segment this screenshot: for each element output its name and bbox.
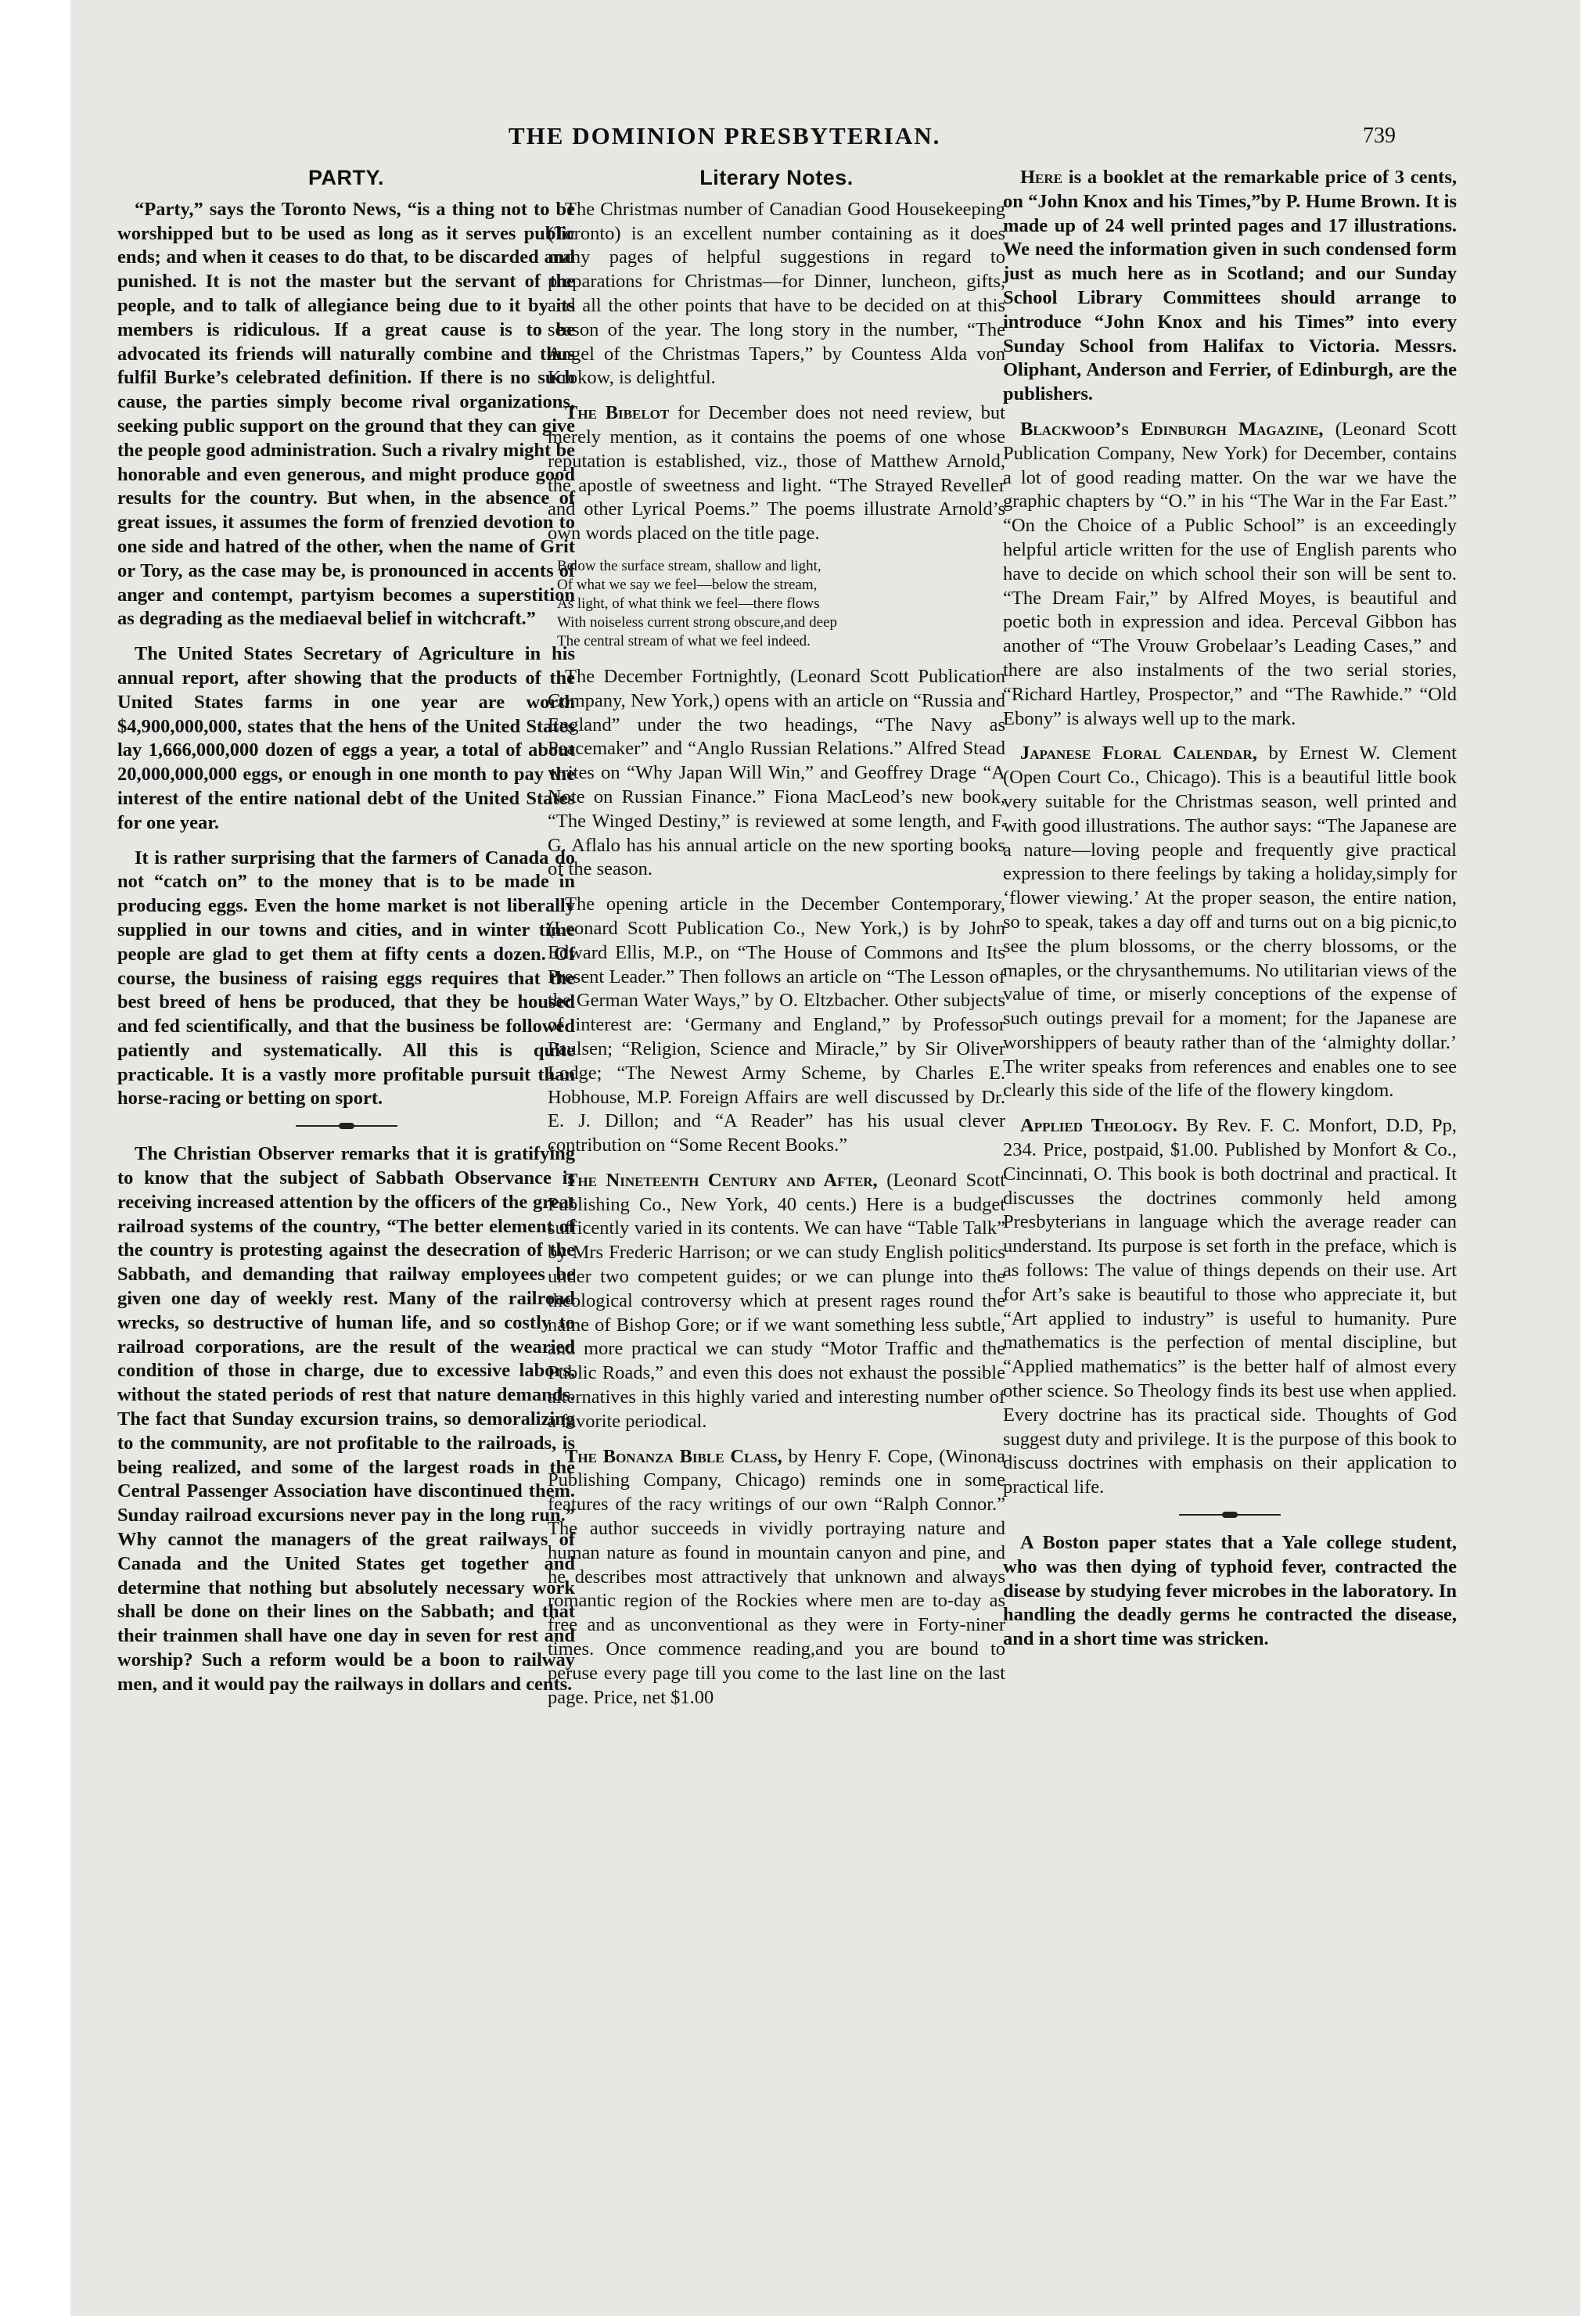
column-middle xyxy=(548,166,1005,1721)
contemporary-note: The opening article in the December Contemporary, (Leonard Scott Publication Co., New York,) is by John Edward Ellis, M.P., on “The House of Commons and Its Present Leader.” Then follows an article on “The Lesson of the German Water Ways,” by O. Eltzbacher. Other subjects of interest are: ‘Germany and England,” by Professor Paulsen; “Religion, Science and Miracle,” by Sir Oliver Lodge; “The Newest Army Scheme, by Charles E. Hobhouse, M.P. Foreign Affairs are well discussed by Dr. E. J. Dillon; and “A Reader” has his usual clever contribution on “Some Recent Books.” xyxy=(548,894,1005,1156)
applied-theology-note xyxy=(1003,1114,1457,1500)
blackwoods-title: Blackwood’s Edinburgh Magazine, xyxy=(1020,418,1324,440)
column-right xyxy=(1003,166,1457,1663)
floral-calendar-note xyxy=(1003,742,1457,1103)
nineteenth-century-note xyxy=(548,1169,1005,1434)
floral-calendar-text: by Ernest W. Clement (Open Court Co., Chicago). This is a beautiful little book very suitable for the Christmas season, well printed and with good illustrations. The author says: “The Japanese are a nature—loving people and frequently give practical expression to there feelings by taking a holiday,simply for ‘flower viewing.’ At the proper season, the entire nation, so to speak, takes a day off and turns out on a big picnic,to see the plum blossoms, or the cherry blossoms, or the maples, or the chrysanthemums. No utilitarian views of the value of time, or miserly conceptions of the expense of such outings prevail for a moment; for the Japanese are worshippers of beauty rather than of the ‘almighty dollar.’ The writer speaks from references and enables one to see clearly this side of the life of the flowery kingdom. xyxy=(1003,743,1457,1102)
nineteenth-century-title: The Nineteenth Century and After, xyxy=(565,1169,878,1191)
fortnightly-note: The December Fortnightly, (Leonard Scott Publication Company, New York,) opens with an article on “Russia and England” under the two headings, “The Navy as Peacemaker” and “Anglo Russian Relations.” Alfred Stead writes on “Why Japan Will Win,” and Geoffrey Drage “A Note on Russian Finance.” Fiona MacLeod’s new book, “The Winged Destiny,” is reviewed at some length, and F. G. Aflalo has his annual article on the new sporting books of the season. xyxy=(548,665,1005,880)
poem-line: Below the surface stream, shallow and light, xyxy=(557,557,821,574)
john-knox-lead: Here xyxy=(1020,167,1063,188)
bibelot-note xyxy=(548,401,1005,546)
poem-line: With noiseless current strong obscure,and deep xyxy=(557,613,838,631)
bonanza-text: by Henry F. Cope, (Winona Publishing Company, Chicago) reminds one in some features of the racy writings of our own “Ralph Connor.” The author succeeds in vividly portraying nature and human nature as found in mountain canyon and pine, and he describes most attractively that unknown and always romantic region of the Rockies where men are to-day as free and as unconventional as they were in Forty-niner times. Once commence reading,and you are bound to peruse every page till you come to the last line on the last page. Price, net $1.00 xyxy=(548,1445,1005,1708)
floral-calendar-title: Japanese Floral Calendar, xyxy=(1020,743,1257,764)
blackwoods-note xyxy=(1003,418,1457,731)
arnold-poem xyxy=(557,557,1005,651)
applied-theology-text: By Rev. F. C. Monfort, D.D, Pp, 234. Price, postpaid, $1.00. Published by Monfort & Co., Cincinnati, O. This book is both doctrinal and practical. It discusses the doctrines commonly held among Presbyterians in language which the average reader can understand. Its purpose is set forth in the preface, which is as follows: The value of things depends on their use. Art for Art’s sake is beautiful to those who appreciate it, but “Art applied to industry” is useful to humanity. Pure mathematics is the perfection of mental discipline, but “Applied mathematics” is the better half of almost every other science. So Theology finds its best use when applied. Every doctrine has its practical side. Thoughts of God suggest duty and privilege. It is the purpose of this book to discuss doctrines with emphasis on their application to practical life. xyxy=(1003,1115,1457,1498)
blackwoods-text: (Leonard Scott Publication Company, New York) for December, contains a lot of good reading matter. On the war we have the graphic chapters by “O.” in his “The War in the Far East.” “On the Choice of a Public School” is an exceedingly helpful article written for the use of English parents who have to decide on which school their son will be sent to. “The Dream Fair,” by Alfred Moyes, is beautiful and poetic both in expression and idea. Perceval Gibbon has another of “The Vrouw Grobelaar’s Leading Cases,” and there are also instalments of the two serial stories, “Richard Hartley, Prospector,” and “The Rawhide.” “Old Ebony” is always well up to the mark. xyxy=(1003,418,1457,729)
bonanza-note xyxy=(548,1445,1005,1710)
sabbath-paragraph: The Christian Observer remarks that it is gratifying to know that the subject of Sabbath Observance is receiving increased attention by the officers of the great railroad systems of the country, “The better element of the country is protesting against the desecration of the Sabbath, and demanding that railway employees be given one day of weekly rest. Many of the railroad wrecks, so destructive of human life, and so costly to railroad corporations, are the result of the wearied condition of those in charge, due to excessive labors, without the stated periods of rest that nature demands. The fact that Sunday excursion trains, so demoralizing to the community, are not profitable to the railroads, is being realized, and some of the largest roads in the Central Passenger Association have discontinued them. Sunday railroad excursions never pay in the long run.” Why cannot the managers of the great railways of Canada and the United States get together and determine that nothing but absolutely necessary work shall be done on their lines on the Sabbath; and that their trainmen shall have one day in seven for rest and worship? Such a reform would be a boon to railway men, and it would pay the railways in dollars and cents. xyxy=(117,1143,575,1695)
applied-theology-title: Applied Theology. xyxy=(1020,1115,1177,1137)
housekeeping-note: The Christmas number of Canadian Good Housekeeping (Toronto) is an excellent number containing as it does many pages of helpful suggestions in regard to preparations for Christmas—for Dinner, luncheon, gifts, and all the other points that have to be decided on at this season of the year. The long story in the number, “The Angel of the Christmas Tapers,” by Countess Alda von Krokow, is delightful. xyxy=(548,198,1005,389)
bibelot-text: for December does not need review, but merely mention, as it contains the poems of one whose reputation is established, viz., those of Matthew Arnold, the apostle of sweetness and light. “The Strayed Reveller and other Lyrical Poems.” The poems illustrate Arnold’s own words placed on the title page. xyxy=(548,402,1005,545)
agriculture-paragraph: The United States Secretary of Agriculture in his annual report, after showing that the products of the United States farms in one year are worth $4,900,000,000, states that the hens of the United States lay 1,666,000,000 dozen of eggs a year, a total of about 20,000,000,000 eggs, or enough in one month to pay the interest of the entire national debt of the United States for one year. xyxy=(117,643,575,833)
poem-line: The central stream of what we feel indeed. xyxy=(557,632,811,649)
nineteenth-century-text: (Leonard Scott Publishing Co., New York, 40 cents.) Here is a budget sufficently varied in its contents. We can have “Table Talk” by Mrs Frederic Harrison; or we can study English politics under two competent guides; or we can plunge into the theological controversy which at present rages round the name of Bishop Gore; or if we want something less subtle, and more practical we can study “Motor Traffic and the Public Roads,” and even this does not exhaust the possible alternatives in this highly varied and interesting number of a favorite periodical. xyxy=(548,1169,1005,1432)
bonanza-title: The Bonanza Bible Class, xyxy=(565,1445,782,1467)
column-left xyxy=(117,166,575,1708)
party-paragraph-1: “Party,” says the Toronto News, “is a thing not to be worshipped but to be used as long as it serves public ends; and when it ceases to do that, to be discarded and punished. It is not the master but the servant of the people, and to talk of allegiance being due to it by its members is ridiculous. If a great cause is to be advocated its friends will naturally combine and thus fulfil Burke’s celebrated definition. If there is no such cause, the parties simply become rival organizations, seeking public support on the ground that they can give the people good administration. Such a rivalry might be honorable and even generous, and might produce good results for the country. But when, in the absence of great issues, it assumes the form of frenzied devotion to one side and hatred of the other, when the name of Grit or Tory, as the case may be, is pronounced in accents of anger and contempt, partyism becomes a superstition as degrading as the mediaeval belief in witchcraft.” xyxy=(117,198,575,630)
party-heading: PARTY. xyxy=(307,166,384,189)
eggs-paragraph: It is rather surprising that the farmers of Canada do not “catch on” to the money that is to be made in producing eggs. Even the home market is not liberally supplied in our towns and cities, and in winter time people are glad to get them at fifty cents a dozen. Of course, the business of raising eggs requires that the best breed of hens be produced, that they be housed and fed scientifically, and that the business be followed patiently and systematically. All this is quite practicable. It is a vastly more profitable pursuit than horse-racing or betting on sport. xyxy=(117,847,575,1109)
john-knox-text: is a booklet at the remarkable price of 3 cents, on “John Knox and his Times,”by P. Hume Brown. It is made up of 24 well printed pages and 17 illustrations. We need the information given in such condensed form just as much here as in Scotland; and our Sunday School Library Committees should arrange to introduce “John Knox and his Times” into every Sunday School from Halifax to Victoria. Messrs. Oliphant, Anderson and Ferrier, of Edinburgh, are the publishers. xyxy=(1003,167,1457,405)
bibelot-title: The Bibelot xyxy=(565,402,670,424)
yale-student-note: A Boston paper states that a Yale college student, who was then dying of typhoid fever, contracted the disease by studying fever microbes in the laboratory. In handling the deadly germs he contracted the disease, and in a short time was stricken. xyxy=(1003,1532,1457,1650)
section-divider xyxy=(296,1125,397,1127)
john-knox-note xyxy=(1003,166,1457,407)
poem-line: As light, of what think we feel—there flows xyxy=(557,595,820,612)
page-number: 739 xyxy=(1363,124,1396,148)
section-divider xyxy=(1179,1514,1281,1516)
page-header-title: THE DOMINION PRESBYTERIAN. xyxy=(509,122,941,149)
poem-line: Of what we say we feel—below the stream, xyxy=(557,576,818,593)
literary-notes-heading: Literary Notes. xyxy=(699,166,854,189)
